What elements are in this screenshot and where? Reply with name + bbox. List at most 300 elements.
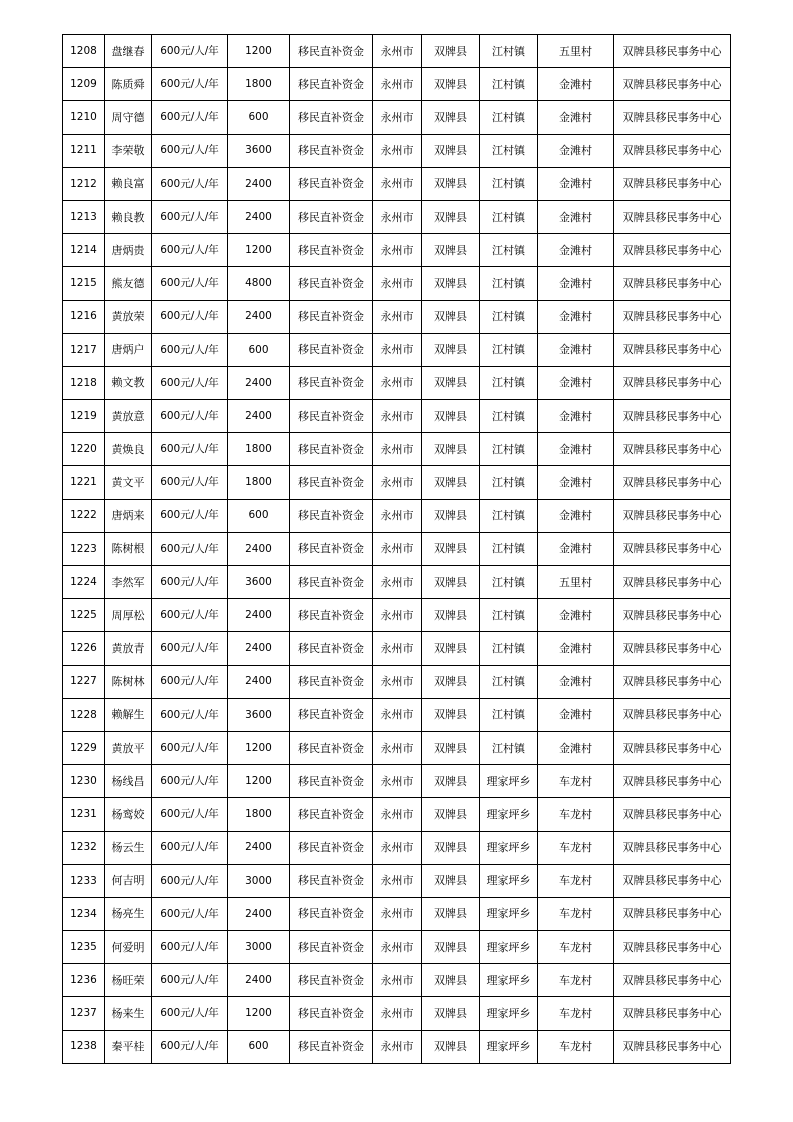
village-name-cell: 金滩村 bbox=[538, 665, 614, 698]
village-name-cell: 车龙村 bbox=[538, 864, 614, 897]
town-name-cell: 江村镇 bbox=[480, 731, 538, 764]
subsidy-amount-cell: 2400 bbox=[228, 964, 290, 997]
table-row bbox=[63, 499, 731, 532]
city-name-cell: 永州市 bbox=[373, 68, 422, 101]
row-number-cell: 1222 bbox=[63, 499, 105, 532]
subsidy-standard-cell: 600元/人/年 bbox=[152, 267, 228, 300]
village-name-cell: 金滩村 bbox=[538, 333, 614, 366]
issuing-agency-cell: 双牌县移民事务中心 bbox=[614, 864, 731, 897]
county-name-cell: 双牌县 bbox=[422, 566, 480, 599]
city-name-cell: 永州市 bbox=[373, 931, 422, 964]
city-name-cell: 永州市 bbox=[373, 234, 422, 267]
issuing-agency-cell: 双牌县移民事务中心 bbox=[614, 632, 731, 665]
town-name-cell: 理家坪乡 bbox=[480, 964, 538, 997]
row-number-cell: 1227 bbox=[63, 665, 105, 698]
county-name-cell: 双牌县 bbox=[422, 698, 480, 731]
recipient-name-cell: 陈质舜 bbox=[105, 68, 152, 101]
recipient-name-cell: 杨旺荣 bbox=[105, 964, 152, 997]
issuing-agency-cell: 双牌县移民事务中心 bbox=[614, 599, 731, 632]
subsidy-standard-cell: 600元/人/年 bbox=[152, 566, 228, 599]
village-name-cell: 金滩村 bbox=[538, 599, 614, 632]
village-name-cell: 金滩村 bbox=[538, 499, 614, 532]
fund-type-cell: 移民直补资金 bbox=[290, 267, 373, 300]
town-name-cell: 江村镇 bbox=[480, 333, 538, 366]
table-row bbox=[63, 234, 731, 267]
town-name-cell: 江村镇 bbox=[480, 499, 538, 532]
subsidy-roster-table bbox=[62, 34, 731, 1064]
subsidy-standard-cell: 600元/人/年 bbox=[152, 997, 228, 1030]
row-number-cell: 1228 bbox=[63, 698, 105, 731]
city-name-cell: 永州市 bbox=[373, 665, 422, 698]
recipient-name-cell: 李然军 bbox=[105, 566, 152, 599]
subsidy-amount-cell: 2400 bbox=[228, 665, 290, 698]
recipient-name-cell: 唐炳来 bbox=[105, 499, 152, 532]
table-row bbox=[63, 200, 731, 233]
subsidy-standard-cell: 600元/人/年 bbox=[152, 731, 228, 764]
fund-type-cell: 移民直补资金 bbox=[290, 433, 373, 466]
city-name-cell: 永州市 bbox=[373, 897, 422, 930]
subsidy-amount-cell: 600 bbox=[228, 499, 290, 532]
village-name-cell: 车龙村 bbox=[538, 931, 614, 964]
recipient-name-cell: 周守德 bbox=[105, 101, 152, 134]
recipient-name-cell: 黄焕良 bbox=[105, 433, 152, 466]
fund-type-cell: 移民直补资金 bbox=[290, 300, 373, 333]
issuing-agency-cell: 双牌县移民事务中心 bbox=[614, 964, 731, 997]
city-name-cell: 永州市 bbox=[373, 864, 422, 897]
table-row bbox=[63, 167, 731, 200]
village-name-cell: 金滩村 bbox=[538, 698, 614, 731]
row-number-cell: 1210 bbox=[63, 101, 105, 134]
county-name-cell: 双牌县 bbox=[422, 864, 480, 897]
recipient-name-cell: 唐炳贵 bbox=[105, 234, 152, 267]
town-name-cell: 江村镇 bbox=[480, 632, 538, 665]
recipient-name-cell: 黄放意 bbox=[105, 400, 152, 433]
town-name-cell: 江村镇 bbox=[480, 35, 538, 68]
issuing-agency-cell: 双牌县移民事务中心 bbox=[614, 698, 731, 731]
city-name-cell: 永州市 bbox=[373, 731, 422, 764]
fund-type-cell: 移民直补资金 bbox=[290, 466, 373, 499]
county-name-cell: 双牌县 bbox=[422, 433, 480, 466]
issuing-agency-cell: 双牌县移民事务中心 bbox=[614, 35, 731, 68]
subsidy-standard-cell: 600元/人/年 bbox=[152, 897, 228, 930]
subsidy-amount-cell: 2400 bbox=[228, 300, 290, 333]
fund-type-cell: 移民直补资金 bbox=[290, 964, 373, 997]
town-name-cell: 江村镇 bbox=[480, 366, 538, 399]
fund-type-cell: 移民直补资金 bbox=[290, 831, 373, 864]
subsidy-standard-cell: 600元/人/年 bbox=[152, 400, 228, 433]
issuing-agency-cell: 双牌县移民事务中心 bbox=[614, 765, 731, 798]
town-name-cell: 江村镇 bbox=[480, 234, 538, 267]
subsidy-standard-cell: 600元/人/年 bbox=[152, 931, 228, 964]
village-name-cell: 车龙村 bbox=[538, 765, 614, 798]
fund-type-cell: 移民直补资金 bbox=[290, 532, 373, 565]
city-name-cell: 永州市 bbox=[373, 366, 422, 399]
subsidy-standard-cell: 600元/人/年 bbox=[152, 68, 228, 101]
village-name-cell: 金滩村 bbox=[538, 234, 614, 267]
subsidy-amount-cell: 3600 bbox=[228, 566, 290, 599]
county-name-cell: 双牌县 bbox=[422, 267, 480, 300]
subsidy-amount-cell: 3000 bbox=[228, 864, 290, 897]
subsidy-amount-cell: 4800 bbox=[228, 267, 290, 300]
city-name-cell: 永州市 bbox=[373, 333, 422, 366]
city-name-cell: 永州市 bbox=[373, 632, 422, 665]
issuing-agency-cell: 双牌县移民事务中心 bbox=[614, 997, 731, 1030]
row-number-cell: 1225 bbox=[63, 599, 105, 632]
town-name-cell: 理家坪乡 bbox=[480, 831, 538, 864]
row-number-cell: 1215 bbox=[63, 267, 105, 300]
city-name-cell: 永州市 bbox=[373, 267, 422, 300]
county-name-cell: 双牌县 bbox=[422, 68, 480, 101]
county-name-cell: 双牌县 bbox=[422, 101, 480, 134]
subsidy-standard-cell: 600元/人/年 bbox=[152, 366, 228, 399]
fund-type-cell: 移民直补资金 bbox=[290, 665, 373, 698]
fund-type-cell: 移民直补资金 bbox=[290, 897, 373, 930]
issuing-agency-cell: 双牌县移民事务中心 bbox=[614, 665, 731, 698]
subsidy-standard-cell: 600元/人/年 bbox=[152, 300, 228, 333]
issuing-agency-cell: 双牌县移民事务中心 bbox=[614, 68, 731, 101]
city-name-cell: 永州市 bbox=[373, 499, 422, 532]
table-row bbox=[63, 267, 731, 300]
village-name-cell: 金滩村 bbox=[538, 300, 614, 333]
recipient-name-cell: 杨鸾姣 bbox=[105, 798, 152, 831]
village-name-cell: 金滩村 bbox=[538, 532, 614, 565]
town-name-cell: 江村镇 bbox=[480, 566, 538, 599]
subsidy-amount-cell: 2400 bbox=[228, 532, 290, 565]
table-row bbox=[63, 400, 731, 433]
issuing-agency-cell: 双牌县移民事务中心 bbox=[614, 267, 731, 300]
subsidy-amount-cell: 2400 bbox=[228, 400, 290, 433]
issuing-agency-cell: 双牌县移民事务中心 bbox=[614, 532, 731, 565]
subsidy-amount-cell: 1800 bbox=[228, 466, 290, 499]
row-number-cell: 1217 bbox=[63, 333, 105, 366]
recipient-name-cell: 陈树林 bbox=[105, 665, 152, 698]
subsidy-amount-cell: 1200 bbox=[228, 234, 290, 267]
town-name-cell: 江村镇 bbox=[480, 101, 538, 134]
issuing-agency-cell: 双牌县移民事务中心 bbox=[614, 400, 731, 433]
fund-type-cell: 移民直补资金 bbox=[290, 765, 373, 798]
village-name-cell: 金滩村 bbox=[538, 366, 614, 399]
row-number-cell: 1219 bbox=[63, 400, 105, 433]
table-row bbox=[63, 134, 731, 167]
city-name-cell: 永州市 bbox=[373, 698, 422, 731]
fund-type-cell: 移民直补资金 bbox=[290, 864, 373, 897]
issuing-agency-cell: 双牌县移民事务中心 bbox=[614, 931, 731, 964]
recipient-name-cell: 陈树根 bbox=[105, 532, 152, 565]
recipient-name-cell: 黄放平 bbox=[105, 731, 152, 764]
recipient-name-cell: 杨亮生 bbox=[105, 897, 152, 930]
village-name-cell: 金滩村 bbox=[538, 134, 614, 167]
village-name-cell: 金滩村 bbox=[538, 400, 614, 433]
recipient-name-cell: 何吉明 bbox=[105, 864, 152, 897]
city-name-cell: 永州市 bbox=[373, 532, 422, 565]
issuing-agency-cell: 双牌县移民事务中心 bbox=[614, 831, 731, 864]
city-name-cell: 永州市 bbox=[373, 400, 422, 433]
county-name-cell: 双牌县 bbox=[422, 632, 480, 665]
row-number-cell: 1209 bbox=[63, 68, 105, 101]
issuing-agency-cell: 双牌县移民事务中心 bbox=[614, 101, 731, 134]
table-row bbox=[63, 964, 731, 997]
table-row bbox=[63, 997, 731, 1030]
city-name-cell: 永州市 bbox=[373, 798, 422, 831]
recipient-name-cell: 黄放青 bbox=[105, 632, 152, 665]
fund-type-cell: 移民直补资金 bbox=[290, 798, 373, 831]
county-name-cell: 双牌县 bbox=[422, 35, 480, 68]
recipient-name-cell: 周厚松 bbox=[105, 599, 152, 632]
table-row bbox=[63, 35, 731, 68]
town-name-cell: 理家坪乡 bbox=[480, 798, 538, 831]
recipient-name-cell: 盘继春 bbox=[105, 35, 152, 68]
county-name-cell: 双牌县 bbox=[422, 997, 480, 1030]
row-number-cell: 1214 bbox=[63, 234, 105, 267]
fund-type-cell: 移民直补资金 bbox=[290, 35, 373, 68]
subsidy-standard-cell: 600元/人/年 bbox=[152, 333, 228, 366]
town-name-cell: 理家坪乡 bbox=[480, 931, 538, 964]
village-name-cell: 金滩村 bbox=[538, 433, 614, 466]
village-name-cell: 车龙村 bbox=[538, 831, 614, 864]
issuing-agency-cell: 双牌县移民事务中心 bbox=[614, 167, 731, 200]
town-name-cell: 江村镇 bbox=[480, 267, 538, 300]
fund-type-cell: 移民直补资金 bbox=[290, 566, 373, 599]
town-name-cell: 江村镇 bbox=[480, 400, 538, 433]
table-row bbox=[63, 931, 731, 964]
roster-body bbox=[63, 35, 731, 1064]
row-number-cell: 1208 bbox=[63, 35, 105, 68]
city-name-cell: 永州市 bbox=[373, 101, 422, 134]
row-number-cell: 1216 bbox=[63, 300, 105, 333]
county-name-cell: 双牌县 bbox=[422, 234, 480, 267]
table-row bbox=[63, 366, 731, 399]
subsidy-standard-cell: 600元/人/年 bbox=[152, 134, 228, 167]
row-number-cell: 1211 bbox=[63, 134, 105, 167]
table-row bbox=[63, 864, 731, 897]
fund-type-cell: 移民直补资金 bbox=[290, 234, 373, 267]
village-name-cell: 五里村 bbox=[538, 566, 614, 599]
city-name-cell: 永州市 bbox=[373, 433, 422, 466]
row-number-cell: 1234 bbox=[63, 897, 105, 930]
row-number-cell: 1220 bbox=[63, 433, 105, 466]
county-name-cell: 双牌县 bbox=[422, 897, 480, 930]
recipient-name-cell: 熊友德 bbox=[105, 267, 152, 300]
city-name-cell: 永州市 bbox=[373, 997, 422, 1030]
village-name-cell: 车龙村 bbox=[538, 798, 614, 831]
city-name-cell: 永州市 bbox=[373, 964, 422, 997]
table-row bbox=[63, 765, 731, 798]
subsidy-amount-cell: 1800 bbox=[228, 68, 290, 101]
subsidy-standard-cell: 600元/人/年 bbox=[152, 765, 228, 798]
county-name-cell: 双牌县 bbox=[422, 366, 480, 399]
issuing-agency-cell: 双牌县移民事务中心 bbox=[614, 499, 731, 532]
recipient-name-cell: 杨云生 bbox=[105, 831, 152, 864]
fund-type-cell: 移民直补资金 bbox=[290, 200, 373, 233]
county-name-cell: 双牌县 bbox=[422, 400, 480, 433]
subsidy-amount-cell: 3000 bbox=[228, 931, 290, 964]
recipient-name-cell: 杨线昌 bbox=[105, 765, 152, 798]
table-row bbox=[63, 798, 731, 831]
fund-type-cell: 移民直补资金 bbox=[290, 731, 373, 764]
county-name-cell: 双牌县 bbox=[422, 931, 480, 964]
recipient-name-cell: 秦平桂 bbox=[105, 1030, 152, 1063]
subsidy-standard-cell: 600元/人/年 bbox=[152, 433, 228, 466]
county-name-cell: 双牌县 bbox=[422, 831, 480, 864]
subsidy-standard-cell: 600元/人/年 bbox=[152, 35, 228, 68]
village-name-cell: 金滩村 bbox=[538, 101, 614, 134]
city-name-cell: 永州市 bbox=[373, 300, 422, 333]
subsidy-amount-cell: 1200 bbox=[228, 731, 290, 764]
fund-type-cell: 移民直补资金 bbox=[290, 167, 373, 200]
county-name-cell: 双牌县 bbox=[422, 964, 480, 997]
subsidy-standard-cell: 600元/人/年 bbox=[152, 798, 228, 831]
subsidy-standard-cell: 600元/人/年 bbox=[152, 200, 228, 233]
town-name-cell: 理家坪乡 bbox=[480, 897, 538, 930]
row-number-cell: 1235 bbox=[63, 931, 105, 964]
subsidy-amount-cell: 600 bbox=[228, 1030, 290, 1063]
town-name-cell: 江村镇 bbox=[480, 68, 538, 101]
city-name-cell: 永州市 bbox=[373, 167, 422, 200]
row-number-cell: 1230 bbox=[63, 765, 105, 798]
fund-type-cell: 移民直补资金 bbox=[290, 599, 373, 632]
recipient-name-cell: 赖文教 bbox=[105, 366, 152, 399]
subsidy-standard-cell: 600元/人/年 bbox=[152, 1030, 228, 1063]
town-name-cell: 理家坪乡 bbox=[480, 1030, 538, 1063]
subsidy-standard-cell: 600元/人/年 bbox=[152, 599, 228, 632]
county-name-cell: 双牌县 bbox=[422, 599, 480, 632]
fund-type-cell: 移民直补资金 bbox=[290, 499, 373, 532]
table-row bbox=[63, 698, 731, 731]
subsidy-standard-cell: 600元/人/年 bbox=[152, 499, 228, 532]
subsidy-amount-cell: 2400 bbox=[228, 897, 290, 930]
subsidy-standard-cell: 600元/人/年 bbox=[152, 101, 228, 134]
fund-type-cell: 移民直补资金 bbox=[290, 400, 373, 433]
row-number-cell: 1221 bbox=[63, 466, 105, 499]
city-name-cell: 永州市 bbox=[373, 134, 422, 167]
town-name-cell: 理家坪乡 bbox=[480, 765, 538, 798]
fund-type-cell: 移民直补资金 bbox=[290, 366, 373, 399]
subsidy-amount-cell: 600 bbox=[228, 333, 290, 366]
fund-type-cell: 移民直补资金 bbox=[290, 101, 373, 134]
fund-type-cell: 移民直补资金 bbox=[290, 698, 373, 731]
subsidy-amount-cell: 1200 bbox=[228, 35, 290, 68]
city-name-cell: 永州市 bbox=[373, 466, 422, 499]
village-name-cell: 车龙村 bbox=[538, 997, 614, 1030]
recipient-name-cell: 杨来生 bbox=[105, 997, 152, 1030]
issuing-agency-cell: 双牌县移民事务中心 bbox=[614, 366, 731, 399]
table-row bbox=[63, 831, 731, 864]
subsidy-amount-cell: 1800 bbox=[228, 433, 290, 466]
subsidy-amount-cell: 1200 bbox=[228, 997, 290, 1030]
county-name-cell: 双牌县 bbox=[422, 300, 480, 333]
recipient-name-cell: 赖解生 bbox=[105, 698, 152, 731]
row-number-cell: 1223 bbox=[63, 532, 105, 565]
table-row bbox=[63, 632, 731, 665]
fund-type-cell: 移民直补资金 bbox=[290, 134, 373, 167]
county-name-cell: 双牌县 bbox=[422, 333, 480, 366]
issuing-agency-cell: 双牌县移民事务中心 bbox=[614, 333, 731, 366]
subsidy-standard-cell: 600元/人/年 bbox=[152, 466, 228, 499]
town-name-cell: 江村镇 bbox=[480, 433, 538, 466]
issuing-agency-cell: 双牌县移民事务中心 bbox=[614, 200, 731, 233]
subsidy-amount-cell: 2400 bbox=[228, 366, 290, 399]
table-row bbox=[63, 300, 731, 333]
city-name-cell: 永州市 bbox=[373, 1030, 422, 1063]
issuing-agency-cell: 双牌县移民事务中心 bbox=[614, 300, 731, 333]
subsidy-standard-cell: 600元/人/年 bbox=[152, 167, 228, 200]
row-number-cell: 1237 bbox=[63, 997, 105, 1030]
issuing-agency-cell: 双牌县移民事务中心 bbox=[614, 731, 731, 764]
subsidy-amount-cell: 2400 bbox=[228, 632, 290, 665]
table-row bbox=[63, 731, 731, 764]
table-row bbox=[63, 101, 731, 134]
issuing-agency-cell: 双牌县移民事务中心 bbox=[614, 433, 731, 466]
recipient-name-cell: 赖良富 bbox=[105, 167, 152, 200]
issuing-agency-cell: 双牌县移民事务中心 bbox=[614, 798, 731, 831]
subsidy-amount-cell: 2400 bbox=[228, 167, 290, 200]
fund-type-cell: 移民直补资金 bbox=[290, 333, 373, 366]
town-name-cell: 江村镇 bbox=[480, 200, 538, 233]
town-name-cell: 江村镇 bbox=[480, 698, 538, 731]
table-row bbox=[63, 566, 731, 599]
table-row bbox=[63, 1030, 731, 1063]
county-name-cell: 双牌县 bbox=[422, 466, 480, 499]
village-name-cell: 金滩村 bbox=[538, 267, 614, 300]
row-number-cell: 1213 bbox=[63, 200, 105, 233]
city-name-cell: 永州市 bbox=[373, 831, 422, 864]
fund-type-cell: 移民直补资金 bbox=[290, 632, 373, 665]
row-number-cell: 1212 bbox=[63, 167, 105, 200]
table-row bbox=[63, 466, 731, 499]
subsidy-standard-cell: 600元/人/年 bbox=[152, 532, 228, 565]
issuing-agency-cell: 双牌县移民事务中心 bbox=[614, 897, 731, 930]
town-name-cell: 江村镇 bbox=[480, 599, 538, 632]
subsidy-standard-cell: 600元/人/年 bbox=[152, 234, 228, 267]
village-name-cell: 五里村 bbox=[538, 35, 614, 68]
village-name-cell: 金滩村 bbox=[538, 200, 614, 233]
county-name-cell: 双牌县 bbox=[422, 798, 480, 831]
recipient-name-cell: 赖良教 bbox=[105, 200, 152, 233]
town-name-cell: 江村镇 bbox=[480, 532, 538, 565]
county-name-cell: 双牌县 bbox=[422, 499, 480, 532]
subsidy-amount-cell: 2400 bbox=[228, 200, 290, 233]
village-name-cell: 车龙村 bbox=[538, 897, 614, 930]
row-number-cell: 1238 bbox=[63, 1030, 105, 1063]
town-name-cell: 江村镇 bbox=[480, 134, 538, 167]
subsidy-standard-cell: 600元/人/年 bbox=[152, 632, 228, 665]
recipient-name-cell: 李荣敬 bbox=[105, 134, 152, 167]
county-name-cell: 双牌县 bbox=[422, 134, 480, 167]
subsidy-standard-cell: 600元/人/年 bbox=[152, 665, 228, 698]
recipient-name-cell: 唐炳户 bbox=[105, 333, 152, 366]
village-name-cell: 金滩村 bbox=[538, 632, 614, 665]
row-number-cell: 1232 bbox=[63, 831, 105, 864]
county-name-cell: 双牌县 bbox=[422, 200, 480, 233]
town-name-cell: 江村镇 bbox=[480, 167, 538, 200]
subsidy-amount-cell: 1800 bbox=[228, 798, 290, 831]
subsidy-standard-cell: 600元/人/年 bbox=[152, 964, 228, 997]
subsidy-standard-cell: 600元/人/年 bbox=[152, 831, 228, 864]
subsidy-amount-cell: 2400 bbox=[228, 831, 290, 864]
city-name-cell: 永州市 bbox=[373, 200, 422, 233]
village-name-cell: 金滩村 bbox=[538, 466, 614, 499]
town-name-cell: 江村镇 bbox=[480, 466, 538, 499]
table-row bbox=[63, 897, 731, 930]
county-name-cell: 双牌县 bbox=[422, 532, 480, 565]
fund-type-cell: 移民直补资金 bbox=[290, 68, 373, 101]
city-name-cell: 永州市 bbox=[373, 599, 422, 632]
table-row bbox=[63, 599, 731, 632]
table-row bbox=[63, 68, 731, 101]
fund-type-cell: 移民直补资金 bbox=[290, 997, 373, 1030]
fund-type-cell: 移民直补资金 bbox=[290, 931, 373, 964]
issuing-agency-cell: 双牌县移民事务中心 bbox=[614, 566, 731, 599]
